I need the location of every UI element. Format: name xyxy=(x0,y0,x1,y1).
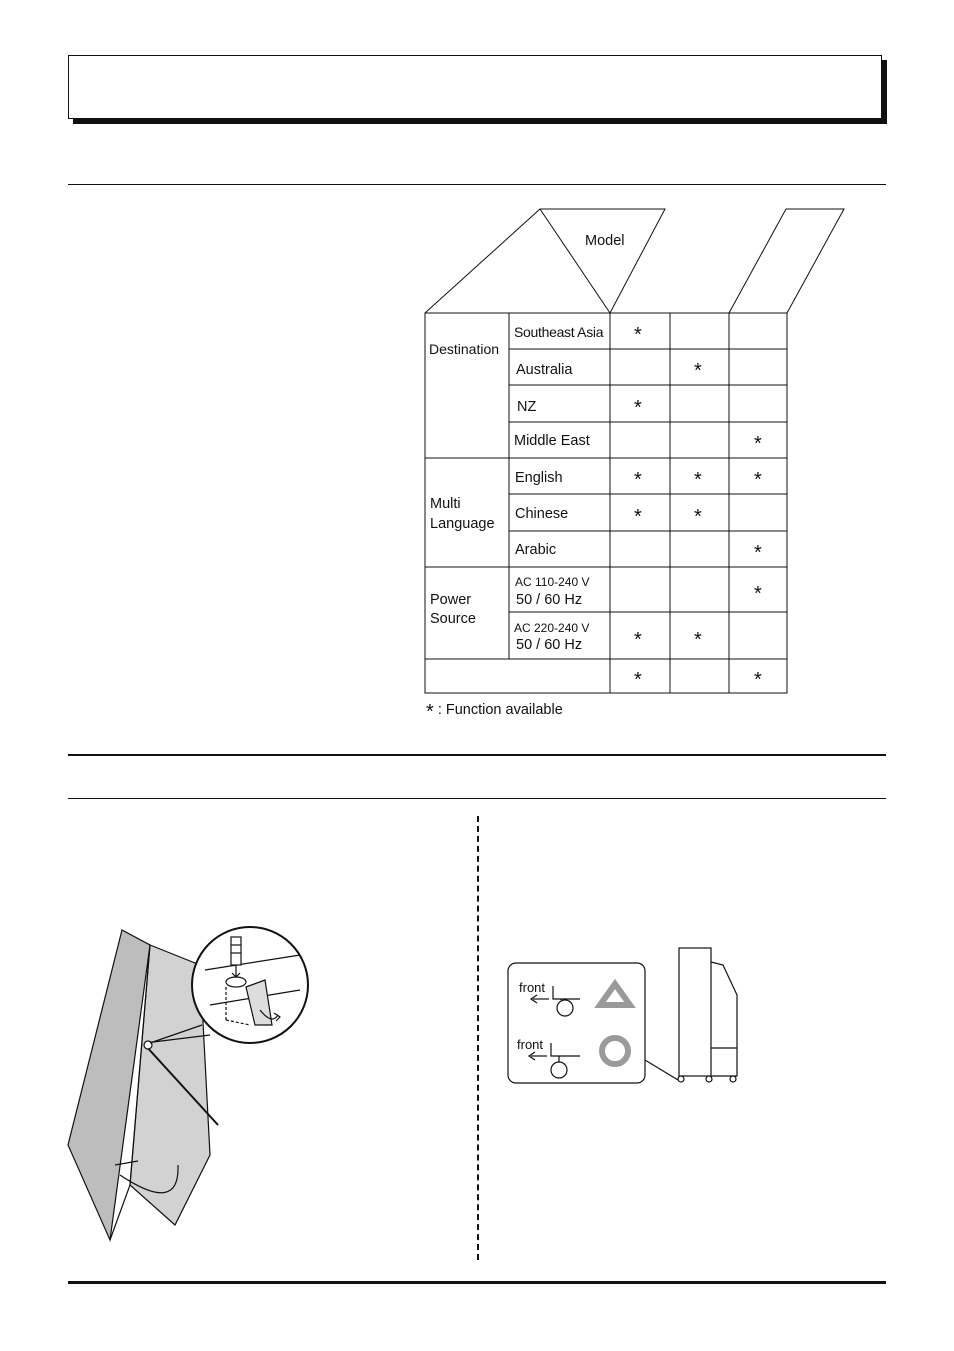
legend xyxy=(426,701,563,724)
availability-star-row6-col1: * xyxy=(634,506,642,528)
availability-star-row7-col3: * xyxy=(754,542,762,564)
tv-placement-illustration xyxy=(505,940,755,1090)
availability-star-row6-col2: * xyxy=(694,506,702,528)
availability-star-row5-col2: * xyxy=(694,469,702,491)
front-label-2: front xyxy=(517,1037,544,1052)
availability-star-row9-col1: * xyxy=(634,629,642,651)
availability-star-row5-col3: * xyxy=(754,469,762,491)
column-divider-dashed xyxy=(477,816,479,1260)
row-label-chinese: Chinese xyxy=(515,506,569,522)
group-label-language: Language xyxy=(430,516,495,532)
availability-star-row9-col2: * xyxy=(694,629,702,651)
availability-star-row4-col3: * xyxy=(754,433,762,455)
availability-star-row2-col2: * xyxy=(694,360,702,382)
row-label-hz-2: 50 / 60 Hz xyxy=(516,637,583,653)
row-label-southeast-asia: Southeast Asia xyxy=(514,324,604,340)
legend-star: * xyxy=(426,701,434,723)
availability-star-row1-col1: * xyxy=(634,324,642,346)
group-label-source: Source xyxy=(430,611,476,627)
front-label-1: front xyxy=(519,980,546,995)
row-label-english: English xyxy=(515,470,563,486)
page-bottom-rule xyxy=(68,1281,886,1284)
availability-star-row8-col3: * xyxy=(754,583,762,605)
group-label-multi: Multi xyxy=(430,496,461,512)
row-label-australia: Australia xyxy=(516,362,573,378)
availability-star-row5-col1: * xyxy=(634,469,642,491)
row-label-middle-east: Middle East xyxy=(514,433,590,449)
row-label-nz: NZ xyxy=(517,399,537,415)
group-label-destination: Destination xyxy=(429,341,500,357)
row-label-ac110: AC 110-240 V xyxy=(515,575,590,589)
availability-star-row10-col1: * xyxy=(634,669,642,691)
section-divider-lower xyxy=(68,798,886,799)
model-header-label: Model xyxy=(585,233,625,249)
legend-text: : Function available xyxy=(437,702,563,718)
row-label-hz-1: 50 / 60 Hz xyxy=(516,592,583,608)
group-label-power: Power xyxy=(430,592,472,608)
tv-strap-illustration xyxy=(60,925,320,1245)
availability-star-row10-col3: * xyxy=(754,669,762,691)
row-label-ac220: AC 220-240 V xyxy=(514,621,590,635)
row-label-arabic: Arabic xyxy=(515,542,557,558)
availability-star-row3-col1: * xyxy=(634,397,642,419)
